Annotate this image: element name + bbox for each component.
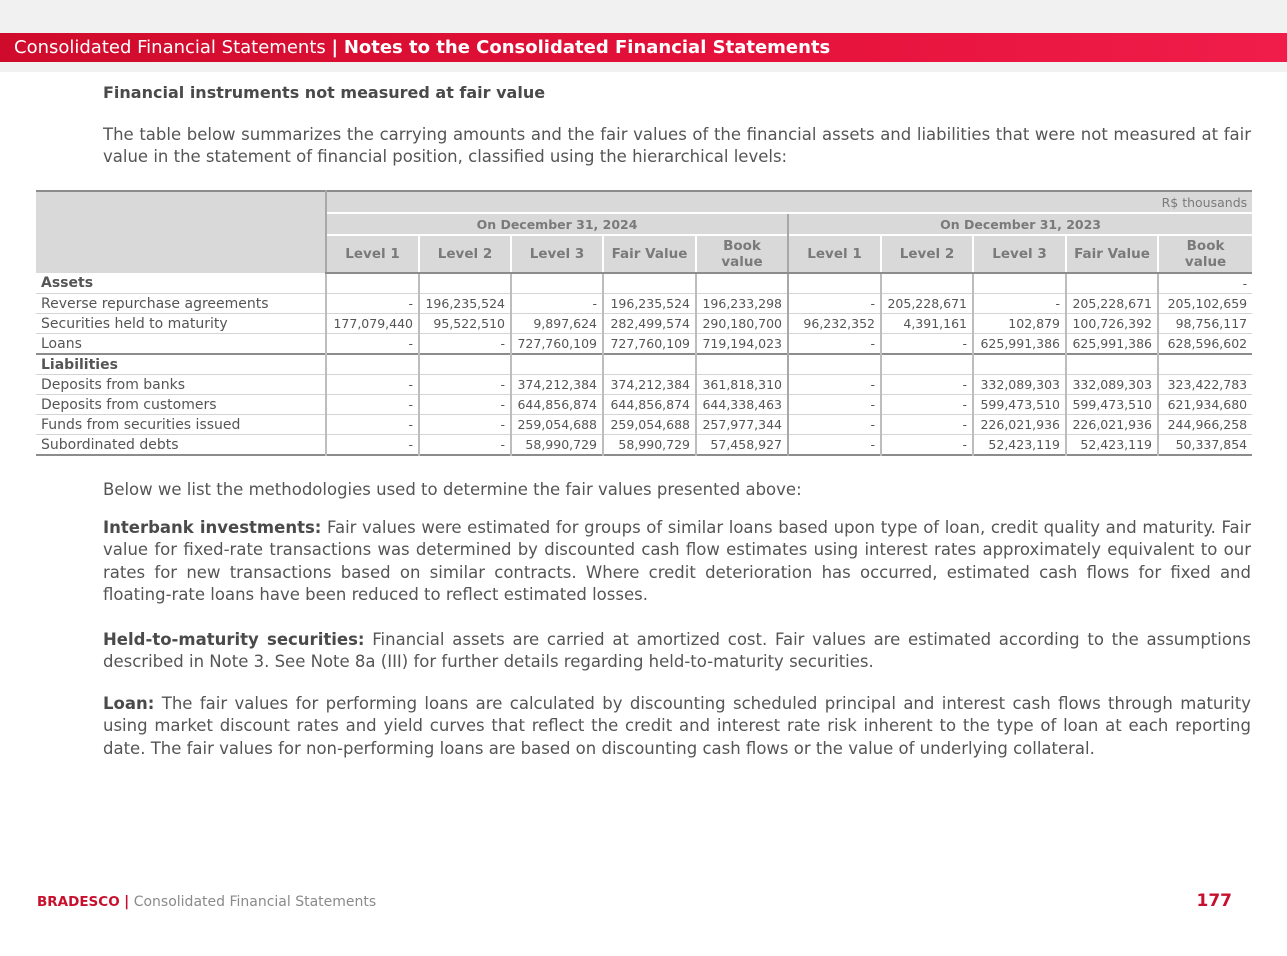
row-label: Securities held to maturity (36, 314, 326, 334)
footer-separator: | (124, 894, 130, 910)
unit-label: R$ thousands (326, 191, 1252, 213)
interbank-title: Interbank investments: (103, 518, 322, 537)
col-level3-2024: Level 3 (511, 235, 603, 273)
cell: 719,194,023 (696, 334, 788, 355)
cell: 102,879 (973, 314, 1066, 334)
cell: 257,977,344 (696, 415, 788, 435)
assets-dash: - (1158, 273, 1252, 294)
col-book-value-2023 (1158, 235, 1252, 273)
cell: - (419, 435, 511, 456)
interbank-text: Fair values were estimated for groups of similar loans based upon type of loan, credit quality and maturity. Fair value for fixed-rate transactions was determined by discounted cash flow estimates using interest rates approximately equivalent to our rates for new transactions based on similar contracts. Where credit deterioration has occurred, estimated cash flows for fixed and floating-rate loans have been reduced to reflect estimated losses. (103, 518, 1251, 604)
section-label-liabilities: Liabilities (36, 354, 326, 375)
cell: - (881, 415, 973, 435)
loan-title: Loan: (103, 694, 155, 713)
cell: 290,180,700 (696, 314, 788, 334)
cell: - (788, 415, 881, 435)
cell: 332,089,303 (973, 375, 1066, 395)
htm-text: Financial assets are carried at amortized cost. Fair values are estimated according to the assumptions described in Note 3. See Note 8a (III) for further details regarding held-to-maturity securities. (103, 630, 1251, 672)
top-strip (0, 0, 1287, 33)
col-level1-2024: Level 1 (326, 235, 419, 273)
under-strip (0, 62, 1287, 72)
cell: 100,726,392 (1066, 314, 1158, 334)
interbank-paragraph (103, 517, 1251, 606)
table-row (36, 334, 1252, 355)
header-section-title: Consolidated Financial Statements (14, 37, 326, 58)
cell: 374,212,384 (603, 375, 696, 395)
row-label: Deposits from customers (36, 395, 326, 415)
cell: - (788, 334, 881, 355)
intro-paragraph: The table below summarizes the carrying amounts and the fair values of the financial assets and liabilities that were not measured at fair value in the statement of financial position, classified using the hierarchical levels: (103, 125, 1251, 167)
header-separator: | (331, 37, 339, 58)
col-book-value-2024-label: Book value (721, 238, 763, 270)
cell: 259,054,688 (603, 415, 696, 435)
cell: - (419, 334, 511, 355)
table-row (36, 314, 1252, 334)
cell: 196,233,298 (696, 294, 788, 314)
col-fair-value-2023: Fair Value (1066, 235, 1158, 273)
cell: 625,991,386 (1066, 334, 1158, 355)
cell: 644,338,463 (696, 395, 788, 415)
table-row (36, 395, 1252, 415)
cell: 57,458,927 (696, 435, 788, 456)
section-header-bar (0, 33, 1287, 62)
cell: 9,897,624 (511, 314, 603, 334)
cell: - (881, 375, 973, 395)
table-row (36, 375, 1252, 395)
col-level2-2023: Level 2 (881, 235, 973, 273)
cell: 625,991,386 (973, 334, 1066, 355)
footer-brand: BRADESCO (37, 894, 120, 910)
cell: - (511, 294, 603, 314)
period-2024-header: On December 31, 2024 (326, 213, 788, 235)
loan-paragraph (103, 693, 1251, 760)
cell: 205,228,671 (881, 294, 973, 314)
col-level3-2023: Level 3 (973, 235, 1066, 273)
cell: 196,235,524 (603, 294, 696, 314)
loan-text: The fair values for performing loans are calculated by discounting scheduled principal and interest cash flows through maturity using market discount rates and yield curves that reflect the credit and interest rate risk inherent to the type of loan at each reporting date. The fair values for non-performing loans are based on discounting cash flows or the value of underlying collateral. (103, 694, 1251, 758)
cell: 644,856,874 (603, 395, 696, 415)
cell: - (419, 375, 511, 395)
cell: 621,934,680 (1158, 395, 1252, 415)
cell: 282,499,574 (603, 314, 696, 334)
row-label: Funds from securities issued (36, 415, 326, 435)
cell: 361,818,310 (696, 375, 788, 395)
cell: 52,423,119 (1066, 435, 1158, 456)
cell: 205,102,659 (1158, 294, 1252, 314)
cell: 628,596,602 (1158, 334, 1252, 355)
cell: - (419, 415, 511, 435)
cell: - (881, 435, 973, 456)
cell: - (419, 395, 511, 415)
methods-intro: Below we list the methodologies used to determine the fair values presented above: (103, 480, 802, 499)
cell: - (788, 294, 881, 314)
cell: - (326, 334, 419, 355)
section-row-assets (36, 273, 1252, 294)
cell: - (326, 415, 419, 435)
cell: 599,473,510 (1066, 395, 1158, 415)
cell: 727,760,109 (511, 334, 603, 355)
table-row (36, 294, 1252, 314)
cell: 259,054,688 (511, 415, 603, 435)
page-heading: Financial instruments not measured at fair value (103, 83, 546, 102)
page-number: 177 (1196, 891, 1232, 911)
cell: 52,423,119 (973, 435, 1066, 456)
cell: 95,522,510 (419, 314, 511, 334)
table-row (36, 435, 1252, 456)
table-corner (36, 191, 326, 273)
htm-title: Held-to-maturity securities: (103, 630, 365, 649)
cell: 644,856,874 (511, 395, 603, 415)
cell: 50,337,854 (1158, 435, 1252, 456)
cell: 599,473,510 (973, 395, 1066, 415)
row-label: Reverse repurchase agreements (36, 294, 326, 314)
col-level2-2024: Level 2 (419, 235, 511, 273)
col-fair-value-2024: Fair Value (603, 235, 696, 273)
col-book-value-2023-label: Book value (1184, 238, 1227, 270)
page-footer (37, 894, 376, 910)
row-label: Loans (36, 334, 326, 355)
cell: - (973, 294, 1066, 314)
col-book-value-2024 (696, 235, 788, 273)
cell: - (881, 395, 973, 415)
cell: 727,760,109 (603, 334, 696, 355)
cell: 226,021,936 (1066, 415, 1158, 435)
row-label: Subordinated debts (36, 435, 326, 456)
cell: 177,079,440 (326, 314, 419, 334)
cell: - (881, 334, 973, 355)
section-row-liabilities (36, 354, 1252, 375)
cell: 96,232,352 (788, 314, 881, 334)
table-row (36, 415, 1252, 435)
row-label: Deposits from banks (36, 375, 326, 395)
cell: - (788, 395, 881, 415)
cell: - (788, 435, 881, 456)
footer-doc-title: Consolidated Financial Statements (133, 894, 377, 910)
cell: - (326, 375, 419, 395)
cell: 58,990,729 (511, 435, 603, 456)
cell: - (326, 294, 419, 314)
cell: 205,228,671 (1066, 294, 1158, 314)
cell: - (326, 395, 419, 415)
header-subsection-title: Notes to the Consolidated Financial Statements (343, 37, 831, 58)
col-level1-2023: Level 1 (788, 235, 881, 273)
period-2023-header: On December 31, 2023 (788, 213, 1252, 235)
cell: - (788, 375, 881, 395)
fair-value-table (36, 190, 1252, 456)
cell: 98,756,117 (1158, 314, 1252, 334)
cell: - (326, 435, 419, 456)
cell: 323,422,783 (1158, 375, 1252, 395)
cell: 58,990,729 (603, 435, 696, 456)
cell: 374,212,384 (511, 375, 603, 395)
section-label-assets: Assets (36, 273, 326, 294)
cell: 226,021,936 (973, 415, 1066, 435)
htm-paragraph (103, 629, 1251, 674)
cell: 332,089,303 (1066, 375, 1158, 395)
cell: 4,391,161 (881, 314, 973, 334)
cell: 196,235,524 (419, 294, 511, 314)
cell: 244,966,258 (1158, 415, 1252, 435)
